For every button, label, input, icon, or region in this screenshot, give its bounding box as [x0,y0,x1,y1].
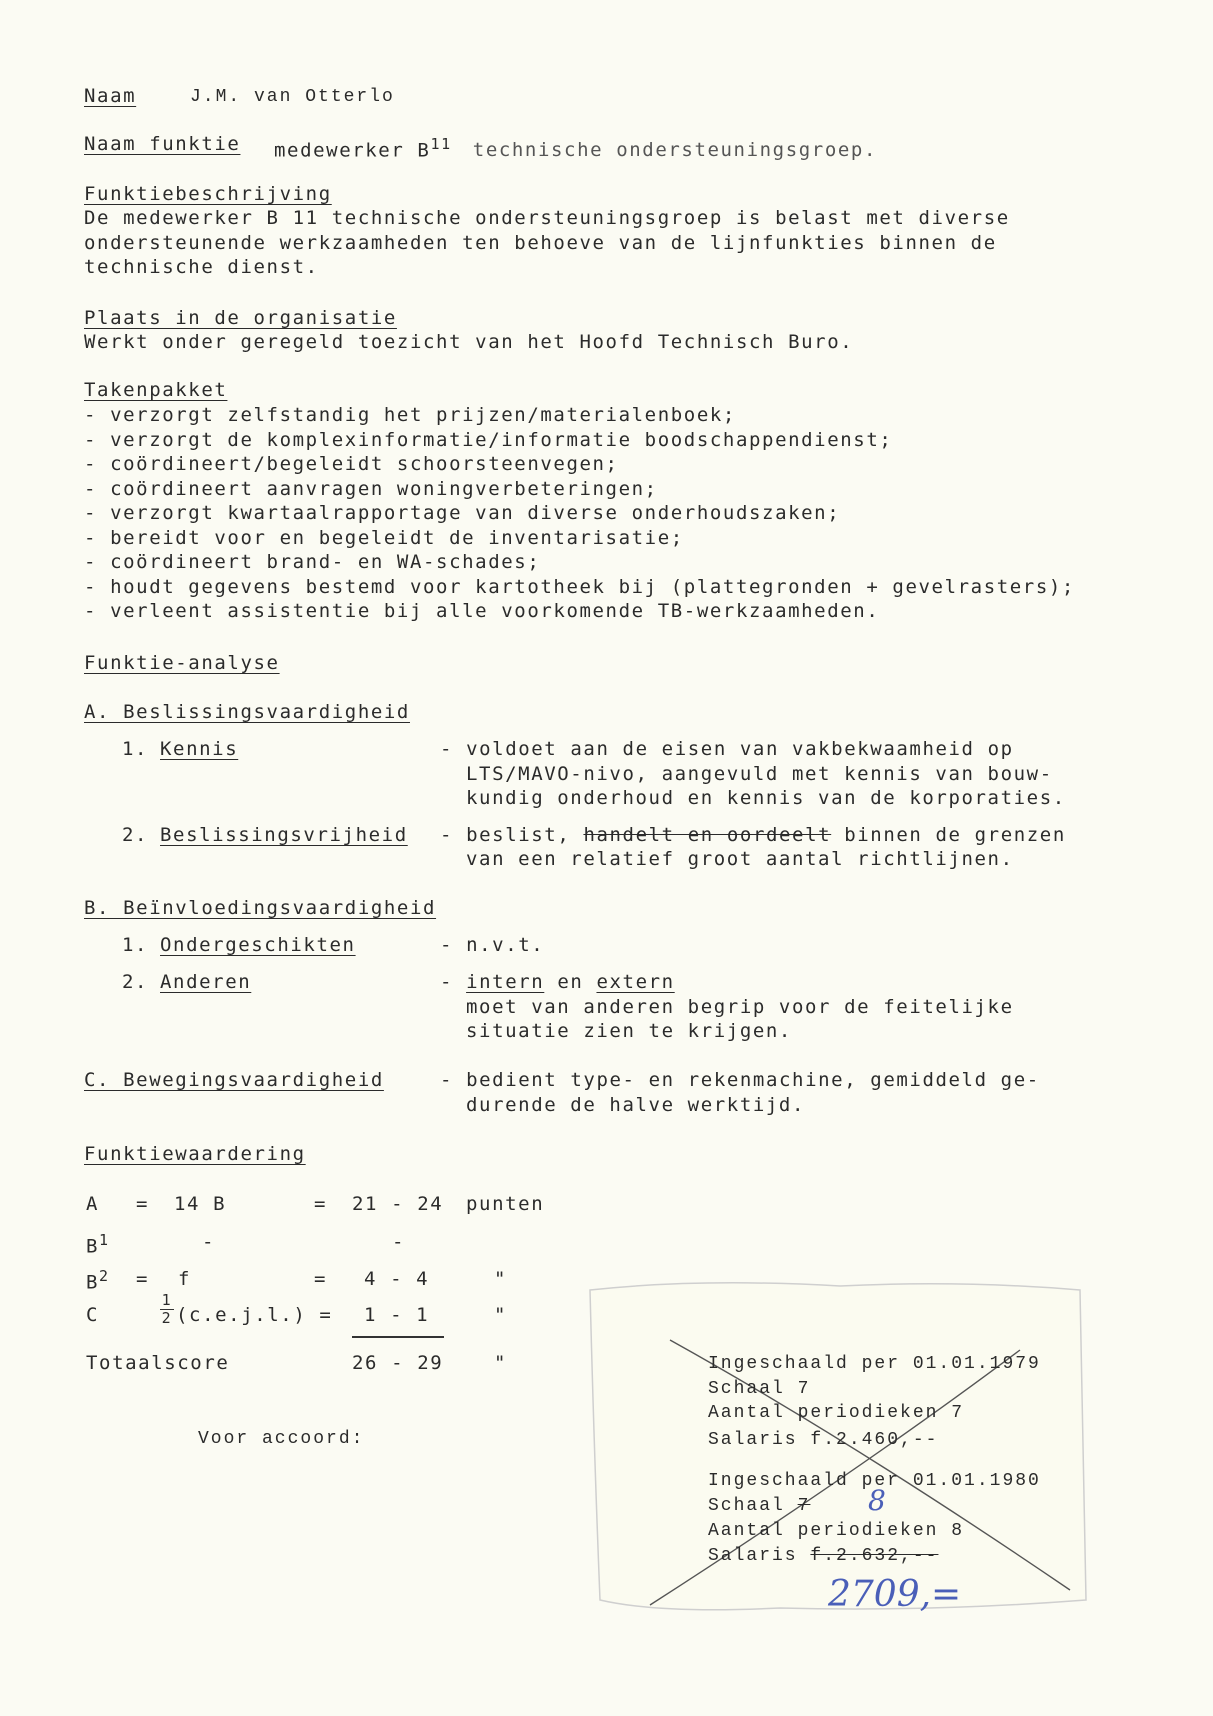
a1-label: Kennis [160,738,239,760]
stamp2-salaris-label: Salaris [708,1546,811,1566]
stamp2-salaris-old: f.2.632,-- [810,1546,939,1566]
stamp1-line-2: Schaal 7 [708,1379,811,1399]
a2-num: 2. [122,824,149,846]
a2-line-1 [440,823,1066,847]
b2-label: Anderen [160,971,252,993]
wa-eq2-b2: = [314,1268,328,1290]
wa-range-a: 21 - 24 [352,1193,444,1215]
beschrijving-line-1: De medewerker B 11 technische ondersteuningsgroep is belast met diverse [84,207,1010,229]
accoord-label: Voor accoord: [198,1429,365,1449]
wa-b2-sup: 2 [99,1267,110,1285]
b2-dash: - [440,971,467,993]
total-range: 26 - 29 [352,1352,444,1374]
stamp2-line-1: Ingeschaald per 01.01.1980 [708,1471,1041,1491]
b2-line-3: situatie zien te krijgen. [466,1020,792,1042]
stamp2-line-4 [708,1544,938,1568]
a1-line-3: kundig onderhoud en kennis van de korporaties. [466,787,1066,809]
wa-val-b2: f [178,1268,192,1290]
stamp2-line-3: Aantal periodieken 8 [708,1521,965,1541]
total-unit: " [494,1352,508,1374]
wa-b1-sup: 1 [99,1231,110,1249]
wa-range-c: 1 - 1 [364,1304,430,1326]
funktie-name: medewerker B [274,139,431,162]
taak-item: - coördineert/begeleidt schoorsteenvegen; [84,453,619,475]
taak-item: - houdt gegevens bestemd voor kartotheek bij (plattegronden + gevelrasters); [84,576,1075,598]
wa-eq2-a: = [314,1193,328,1215]
b1-label: Ondergeschikten [160,934,356,956]
beschrijving-heading: Funktiebeschrijving [84,183,332,205]
stamp2-schaal-label: Schaal [708,1496,798,1516]
sum-rule [352,1336,444,1338]
naam-label: Naam [84,85,137,107]
b-heading: B. Beïnvloedingsvaardigheid [84,897,437,919]
beschrijving-line-2: ondersteunende werkzaamheden ten behoeve van de lijnfunkties binnen de [84,232,997,254]
a1-num: 1. [122,738,149,760]
taak-item: - bereidt voor en begeleidt de inventarisatie; [84,527,684,549]
c-line-2: durende de halve werktijd. [466,1094,806,1116]
stamp2-schaal-new: 8 [868,1484,886,1517]
wa-eq-b2: = [136,1268,150,1290]
taak-item: - coördineert brand- en WA-schades; [84,551,541,573]
wa-label-c: C [86,1304,100,1326]
b2-line-1 [440,970,675,994]
wa-b2-letter: B [86,1271,100,1294]
wa-unit-b2: " [494,1268,508,1290]
wa-b1-letter: B [86,1235,100,1258]
stamp1-line-1: Ingeschaald per 01.01.1979 [708,1354,1041,1374]
a2-line-1-a: - beslist, [440,824,584,846]
funktie-rest: technische ondersteuningsgroep. [472,139,877,162]
wa-eq-a: = [136,1193,150,1215]
a-heading: A. Beslissingsvaardigheid [84,701,410,723]
c-line-1: - bedient type- en rekenmachine, gemiddeld ge- [440,1069,1040,1091]
taak-item: - verzorgt zelfstandig het prijzen/materialenboek; [84,404,736,426]
a2-line-1-c: binnen de grenzen [831,824,1066,846]
wa-frac-den: 2 [161,1309,173,1327]
b1-num: 1. [122,934,149,956]
wa-label-b1 [86,1228,110,1258]
b2-intern: intern [466,971,545,993]
wa-val-a: 14 B [174,1193,227,1215]
wa-unit-a: punten [466,1193,545,1215]
stamp2-line-2 [708,1494,810,1518]
taak-item: - coördineert aanvragen woningverbeteringen; [84,478,658,500]
taken-heading: Takenpakket [84,379,228,401]
funktie-label: Naam funktie [84,133,241,155]
stamp1-line-3: Aantal periodieken 7 [708,1403,965,1423]
waardering-heading: Funktiewaardering [84,1143,306,1165]
plaats-heading: Plaats in de organisatie [84,307,397,329]
stamp2-salaris-new: 2709,= [828,1574,962,1615]
a2-line-1-struck: handelt en oordeelt [583,824,832,846]
funktie-sup: 11 [430,135,452,153]
wa-range-b2: 4 - 4 [364,1268,430,1290]
a1-line-2: LTS/MAVO-nivo, aangevuld met kennis van bouw- [466,763,1053,785]
taak-item: - verzorgt de komplexinformatie/informatie boodschappendienst; [84,429,893,451]
stamp2-schaal-old: 7 [797,1496,811,1516]
wa-fraction [160,1292,174,1327]
stamp1-line-4: Salaris f.2.460,-- [708,1430,939,1450]
b1-value: - n.v.t. [440,934,545,956]
plaats-line: Werkt onder geregeld toezicht van het Hoofd Technisch Buro. [84,331,854,353]
taak-item: - verzorgt kwartaalrapportage van diverse onderhoudszaken; [84,502,841,524]
b2-extern: extern [596,971,675,993]
a1-line-1: - voldoet aan de eisen van vakbekwaamheid op [440,738,1014,760]
a2-line-2: van een relatief groot aantal richtlijnen. [466,848,1014,870]
a2-label: Beslissingsvrijheid [160,824,408,846]
wa-label-a: A [86,1193,100,1215]
wa-label-b2 [86,1264,110,1294]
taak-item: - verleent assistentie bij alle voorkomende TB-werkzaamheden. [84,600,880,622]
funktie-value [274,132,877,162]
wa-val-b1: - [202,1231,216,1253]
wa-range-b1: - [392,1231,406,1253]
beschrijving-line-3: technische dienst. [84,256,319,278]
wa-val-c: (c.e.j.l.) = [176,1304,333,1326]
b2-line-2: moet van anderen begrip voor de feitelijke [466,996,1014,1018]
b2-en: en [544,971,597,993]
total-label: Totaalscore [86,1352,230,1374]
naam-value: J.M. van Otterlo [190,87,395,107]
wa-unit-c: " [494,1304,508,1326]
c-heading: C. Bewegingsvaardigheid [84,1069,384,1091]
wa-frac-num: 1 [161,1291,173,1309]
analyse-heading: Funktie-analyse [84,652,280,674]
b2-num: 2. [122,971,149,993]
